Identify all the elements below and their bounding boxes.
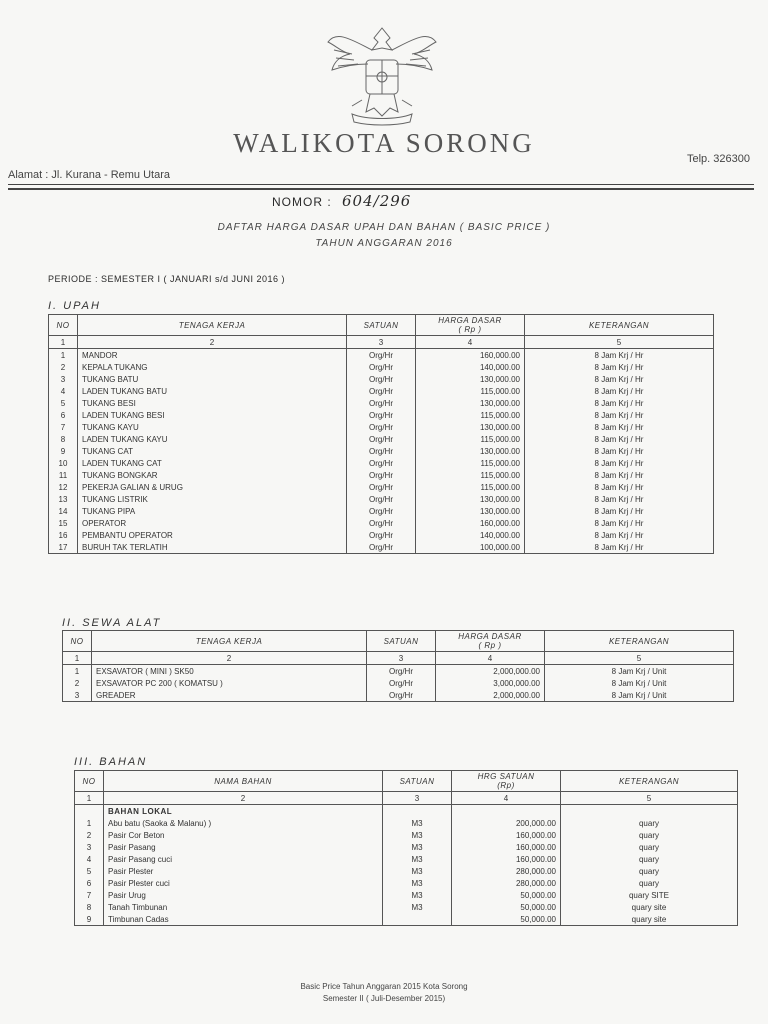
table-row [49, 493, 714, 505]
row-keterangan: 8 Jam Krj / Hr [525, 505, 714, 517]
table-row [49, 409, 714, 421]
row-number: 15 [49, 517, 78, 529]
header-keterangan: KETERANGAN [561, 771, 738, 792]
row-harga: 130,000.00 [416, 505, 525, 517]
row-harga: 115,000.00 [416, 409, 525, 421]
header-nama-bahan: NAMA BAHAN [104, 771, 383, 792]
header-harga-line2: ( Rp ) [458, 325, 482, 334]
row-keterangan: quary [561, 865, 738, 877]
table-header-row [63, 631, 734, 652]
row-satuan: Org/Hr [347, 385, 416, 397]
row-keterangan: 8 Jam Krj / Hr [525, 433, 714, 445]
column-number: 4 [436, 652, 545, 665]
row-satuan: Org/Hr [347, 541, 416, 554]
row-keterangan: 8 Jam Krj / Hr [525, 469, 714, 481]
row-keterangan: 8 Jam Krj / Unit [545, 689, 734, 702]
row-harga: 100,000.00 [416, 541, 525, 554]
row-satuan: Org/Hr [347, 397, 416, 409]
row-harga: 130,000.00 [416, 421, 525, 433]
row-number: 7 [49, 421, 78, 433]
row-harga: 2,000,000.00 [436, 689, 545, 702]
table-row [75, 901, 738, 913]
table-header-row [75, 771, 738, 792]
row-satuan: Org/Hr [347, 349, 416, 362]
table-row [75, 865, 738, 877]
row-satuan: Org/Hr [347, 409, 416, 421]
row-number: 8 [49, 433, 78, 445]
row-name: TUKANG CAT [78, 445, 347, 457]
row-name: EXSAVATOR ( MINI ) SK50 [92, 665, 367, 678]
table-row [49, 421, 714, 433]
row-harga: 115,000.00 [416, 457, 525, 469]
row-satuan: M3 [383, 901, 452, 913]
row-harga: 130,000.00 [416, 397, 525, 409]
table-row [49, 469, 714, 481]
table-header-row [49, 315, 714, 336]
row-harga: 130,000.00 [416, 445, 525, 457]
city-title: WALIKOTA SORONG [233, 128, 535, 158]
table-row [75, 817, 738, 829]
row-number: 1 [75, 817, 104, 829]
column-number: 2 [92, 652, 367, 665]
row-name: EXSAVATOR PC 200 ( KOMATSU ) [92, 677, 367, 689]
row-harga: 160,000.00 [416, 517, 525, 529]
row-keterangan: 8 Jam Krj / Hr [525, 541, 714, 554]
row-number: 10 [49, 457, 78, 469]
bahan-table [74, 770, 738, 926]
row-name: LADEN TUKANG BATU [78, 385, 347, 397]
row-keterangan: quary SITE [561, 889, 738, 901]
table-row [49, 433, 714, 445]
header-harga-line2: ( Rp ) [478, 641, 502, 650]
row-keterangan: 8 Jam Krj / Hr [525, 481, 714, 493]
column-number: 1 [75, 792, 104, 805]
table-row [49, 361, 714, 373]
row-name: Pasir Cor Beton [104, 829, 383, 841]
row-satuan: Org/Hr [347, 493, 416, 505]
row-satuan: M3 [383, 841, 452, 853]
section-upah-title: I. UPAH [48, 300, 101, 312]
header-tenaga-kerja: TENAGA KERJA [92, 631, 367, 652]
row-harga: 140,000.00 [416, 529, 525, 541]
row-number: 3 [63, 689, 92, 702]
table-row [49, 385, 714, 397]
row-number: 1 [49, 349, 78, 362]
row-number: 2 [49, 361, 78, 373]
table-row [75, 877, 738, 889]
row-harga: 200,000.00 [452, 817, 561, 829]
column-number: 3 [347, 336, 416, 349]
row-name: PEMBANTU OPERATOR [78, 529, 347, 541]
section-bahan-title: III. BAHAN [74, 756, 148, 768]
row-satuan: Org/Hr [347, 481, 416, 493]
row-harga: 160,000.00 [452, 853, 561, 865]
row-name: OPERATOR [78, 517, 347, 529]
row-satuan: Org/Hr [347, 457, 416, 469]
row-number: 6 [75, 877, 104, 889]
row-number: 4 [49, 385, 78, 397]
row-satuan: Org/Hr [347, 517, 416, 529]
sewa-table [62, 630, 734, 702]
row-harga: 140,000.00 [416, 361, 525, 373]
header-no: NO [75, 771, 104, 792]
column-number: 3 [383, 792, 452, 805]
row-number: 16 [49, 529, 78, 541]
row-harga: 280,000.00 [452, 865, 561, 877]
header-satuan: SATUAN [347, 315, 416, 336]
row-harga: 2,000,000.00 [436, 665, 545, 678]
column-number: 1 [63, 652, 92, 665]
section-sewa-title: II. SEWA ALAT [62, 617, 162, 629]
header-keterangan: KETERANGAN [525, 315, 714, 336]
row-keterangan: quary [561, 829, 738, 841]
row-satuan: M3 [383, 889, 452, 901]
row-name: GREADER [92, 689, 367, 702]
row-number: 5 [49, 397, 78, 409]
header-divider [8, 184, 754, 185]
row-satuan: M3 [383, 853, 452, 865]
table-row [75, 889, 738, 901]
table-row [49, 397, 714, 409]
table-row [49, 517, 714, 529]
row-satuan: Org/Hr [367, 665, 436, 678]
row-satuan: M3 [383, 829, 452, 841]
row-name: TUKANG BESI [78, 397, 347, 409]
header-no: NO [49, 315, 78, 336]
group-label: BAHAN LOKAL [104, 805, 383, 818]
header-satuan: SATUAN [367, 631, 436, 652]
row-harga: 50,000.00 [452, 901, 561, 913]
row-number: 2 [75, 829, 104, 841]
header-harga-line1: HARGA DASAR [458, 632, 522, 641]
row-name: Pasir Pasang cuci [104, 853, 383, 865]
row-satuan: M3 [383, 877, 452, 889]
row-name: TUKANG LISTRIK [78, 493, 347, 505]
row-keterangan: 8 Jam Krj / Hr [525, 361, 714, 373]
column-number: 1 [49, 336, 78, 349]
row-keterangan: 8 Jam Krj / Hr [525, 445, 714, 457]
footer-line2: Semester II ( Juli-Desember 2015) [322, 994, 446, 1003]
row-name: BURUH TAK TERLATIH [78, 541, 347, 554]
bahan-rows [75, 817, 738, 926]
row-keterangan: quary [561, 877, 738, 889]
row-keterangan: 8 Jam Krj / Hr [525, 457, 714, 469]
table-row [49, 349, 714, 362]
row-satuan: Org/Hr [347, 529, 416, 541]
column-number: 5 [525, 336, 714, 349]
row-harga: 50,000.00 [452, 889, 561, 901]
row-keterangan: 8 Jam Krj / Hr [525, 409, 714, 421]
row-name: LADEN TUKANG CAT [78, 457, 347, 469]
row-harga: 50,000.00 [452, 913, 561, 926]
row-satuan: Org/Hr [367, 677, 436, 689]
column-number: 3 [367, 652, 436, 665]
row-number: 2 [63, 677, 92, 689]
row-keterangan: 8 Jam Krj / Hr [525, 349, 714, 362]
row-harga: 160,000.00 [452, 829, 561, 841]
document-subtitle: TAHUN ANGGARAN 2016 [315, 238, 453, 249]
row-number: 5 [75, 865, 104, 877]
row-keterangan: 8 Jam Krj / Unit [545, 677, 734, 689]
row-name: Tanah Timbunan [104, 901, 383, 913]
row-keterangan: quary [561, 853, 738, 865]
row-harga: 280,000.00 [452, 877, 561, 889]
table-row [49, 445, 714, 457]
row-satuan: M3 [383, 865, 452, 877]
row-name: TUKANG BONGKAR [78, 469, 347, 481]
row-harga: 115,000.00 [416, 469, 525, 481]
column-number: 2 [78, 336, 347, 349]
row-name: TUKANG KAYU [78, 421, 347, 433]
table-row [63, 665, 734, 678]
footer-line1: Basic Price Tahun Anggaran 2015 Kota Sorong [300, 982, 468, 991]
row-satuan: Org/Hr [347, 505, 416, 517]
row-name: Pasir Plester cuci [104, 877, 383, 889]
column-number: 5 [545, 652, 734, 665]
header-tenaga-kerja: TENAGA KERJA [78, 315, 347, 336]
row-harga: 115,000.00 [416, 433, 525, 445]
table-row [75, 829, 738, 841]
header-divider-thick [8, 188, 754, 190]
row-number: 3 [49, 373, 78, 385]
row-name: KEPALA TUKANG [78, 361, 347, 373]
header-keterangan: KETERANGAN [545, 631, 734, 652]
table-row [63, 677, 734, 689]
table-row [63, 689, 734, 702]
row-number: 6 [49, 409, 78, 421]
column-number: 4 [452, 792, 561, 805]
row-satuan: Org/Hr [347, 361, 416, 373]
group-row [75, 805, 738, 818]
document-number [272, 192, 411, 210]
row-satuan: Org/Hr [347, 433, 416, 445]
row-number: 9 [75, 913, 104, 926]
garuda-emblem-icon [322, 20, 442, 130]
column-number: 5 [561, 792, 738, 805]
table-row [75, 913, 738, 926]
column-number: 2 [104, 792, 383, 805]
row-harga: 115,000.00 [416, 385, 525, 397]
row-number: 7 [75, 889, 104, 901]
row-satuan: M3 [383, 817, 452, 829]
sewa-rows [63, 665, 734, 702]
row-harga: 160,000.00 [452, 841, 561, 853]
column-number-row [63, 652, 734, 665]
row-harga: 160,000.00 [416, 349, 525, 362]
row-satuan: Org/Hr [347, 373, 416, 385]
row-satuan: Org/Hr [367, 689, 436, 702]
table-row [49, 457, 714, 469]
header-satuan: SATUAN [383, 771, 452, 792]
table-row [49, 505, 714, 517]
row-name: Pasir Pasang [104, 841, 383, 853]
row-satuan: Org/Hr [347, 445, 416, 457]
row-number: 11 [49, 469, 78, 481]
row-satuan: Org/Hr [347, 469, 416, 481]
row-name: Abu batu (Saoka & Malanu) ) [104, 817, 383, 829]
row-name: Timbunan Cadas [104, 913, 383, 926]
nomor-value: 604/296 [342, 192, 412, 210]
row-keterangan: 8 Jam Krj / Unit [545, 665, 734, 678]
column-number-row [49, 336, 714, 349]
row-keterangan: 8 Jam Krj / Hr [525, 385, 714, 397]
table-row [49, 529, 714, 541]
table-row [49, 481, 714, 493]
row-name: LADEN TUKANG KAYU [78, 433, 347, 445]
row-number: 8 [75, 901, 104, 913]
row-keterangan: quary [561, 817, 738, 829]
row-name: TUKANG BATU [78, 373, 347, 385]
row-name: PEKERJA GALIAN & URUG [78, 481, 347, 493]
row-number: 12 [49, 481, 78, 493]
upah-table [48, 314, 714, 554]
header-harga [416, 315, 525, 336]
document-title: DAFTAR HARGA DASAR UPAH DAN BAHAN ( BASIC PRICE ) [217, 222, 551, 233]
table-row [75, 841, 738, 853]
table-row [49, 373, 714, 385]
row-keterangan: quary site [561, 901, 738, 913]
upah-rows [49, 349, 714, 554]
row-harga: 115,000.00 [416, 481, 525, 493]
header-harga-line1: HARGA DASAR [438, 316, 502, 325]
nomor-label: NOMOR : [272, 195, 332, 209]
row-harga: 3,000,000.00 [436, 677, 545, 689]
header-harga [452, 771, 561, 792]
row-keterangan: 8 Jam Krj / Hr [525, 373, 714, 385]
row-name: Pasir Plester [104, 865, 383, 877]
telephone: Telp. 326300 [687, 153, 750, 165]
address: Alamat : Jl. Kurana - Remu Utara [8, 169, 171, 181]
row-number: 4 [75, 853, 104, 865]
row-number: 3 [75, 841, 104, 853]
row-keterangan: 8 Jam Krj / Hr [525, 421, 714, 433]
row-name: TUKANG PIPA [78, 505, 347, 517]
column-number-row [75, 792, 738, 805]
row-name: MANDOR [78, 349, 347, 362]
row-keterangan: quary [561, 841, 738, 853]
row-satuan [383, 913, 452, 926]
row-keterangan: quary site [561, 913, 738, 926]
row-number: 13 [49, 493, 78, 505]
row-satuan: Org/Hr [347, 421, 416, 433]
header-no: NO [63, 631, 92, 652]
row-keterangan: 8 Jam Krj / Hr [525, 517, 714, 529]
header-harga [436, 631, 545, 652]
row-harga: 130,000.00 [416, 373, 525, 385]
row-harga: 130,000.00 [416, 493, 525, 505]
row-keterangan: 8 Jam Krj / Hr [525, 493, 714, 505]
row-name: Pasir Urug [104, 889, 383, 901]
table-row [49, 541, 714, 554]
periode: PERIODE : SEMESTER I ( JANUARI s/d JUNI 2016 ) [48, 274, 286, 284]
row-keterangan: 8 Jam Krj / Hr [525, 397, 714, 409]
row-name: LADEN TUKANG BESI [78, 409, 347, 421]
row-number: 17 [49, 541, 78, 554]
header-harga-line1: HRG SATUAN [477, 772, 535, 781]
header-harga-line2: (Rp) [497, 781, 515, 790]
table-row [75, 853, 738, 865]
row-keterangan: 8 Jam Krj / Hr [525, 529, 714, 541]
row-number: 9 [49, 445, 78, 457]
row-number: 1 [63, 665, 92, 678]
column-number: 4 [416, 336, 525, 349]
row-number: 14 [49, 505, 78, 517]
